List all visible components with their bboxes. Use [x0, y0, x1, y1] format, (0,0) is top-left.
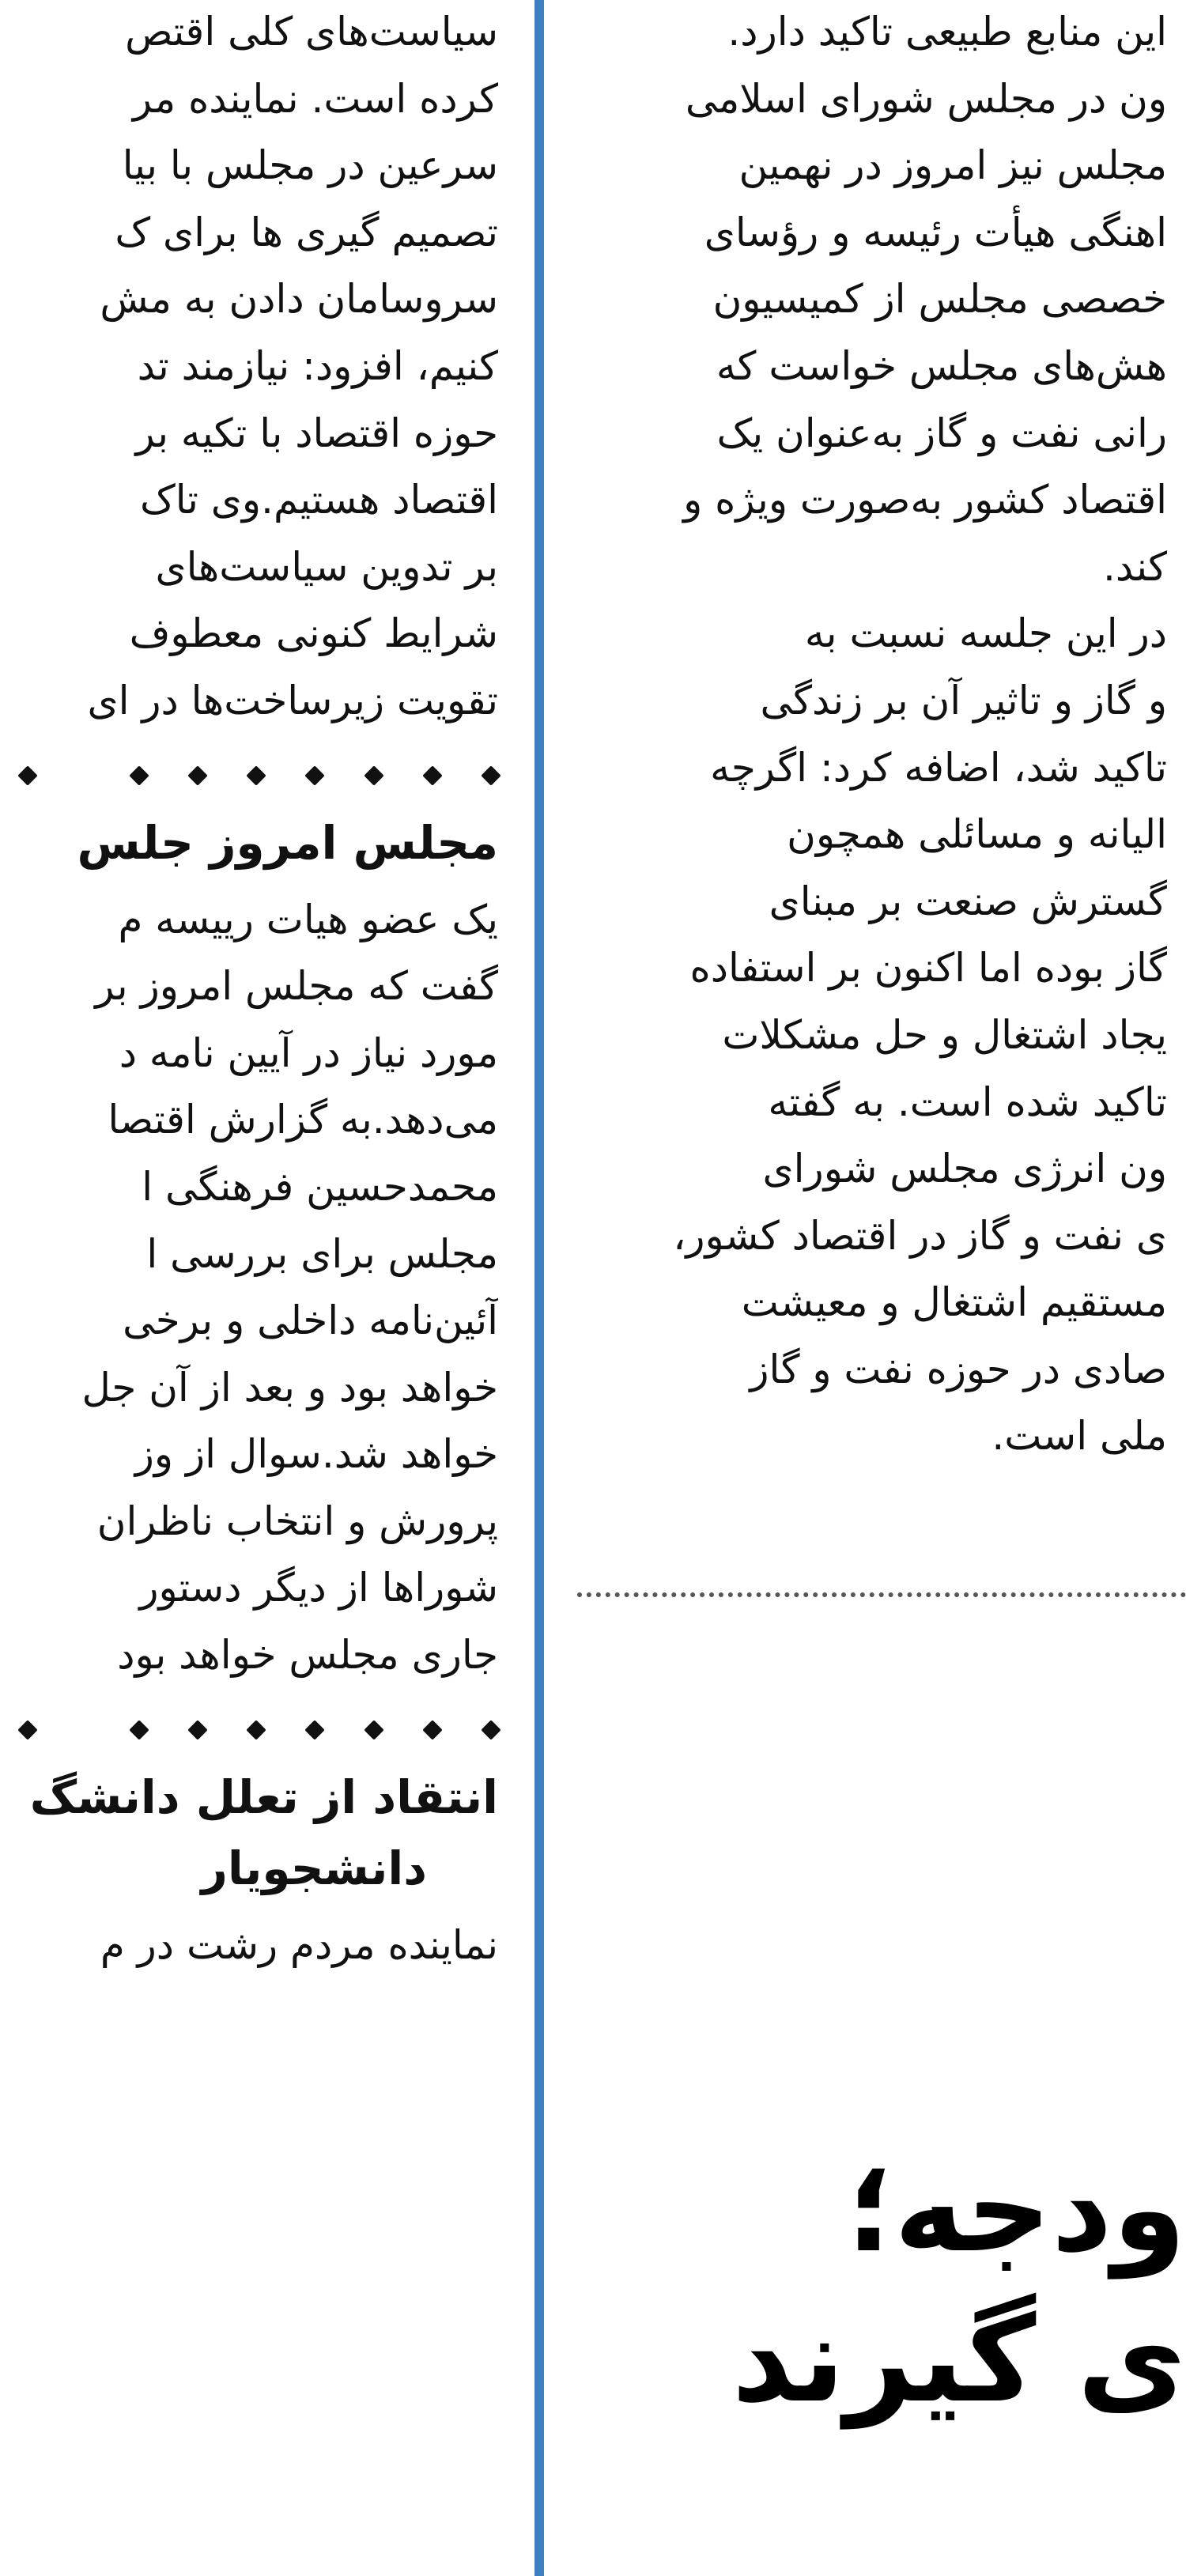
text-line: نماینده مردم رشت در م: [100, 1921, 498, 1968]
text-line: تاکید شده است. به گفته: [768, 1078, 1167, 1125]
text-line: سرعین در مجلس با بیا: [122, 142, 498, 189]
text-line: گسترش صنعت بر مبنای: [769, 878, 1167, 924]
dot-bullet: [481, 1720, 500, 1739]
left-section1-body: [0, 886, 514, 1689]
text-line: مجلس برای بررسی ا: [146, 1230, 498, 1277]
text-line: تقویت زیرساخت‌ها در ای: [87, 677, 498, 723]
right-column: [561, 0, 1186, 1501]
text-line: یک عضو هیات رییسه م: [118, 896, 498, 942]
text-line: شرایط کنونی معطوف: [129, 610, 498, 657]
right-column-body: [561, 0, 1186, 1470]
text-line: اهنگی هیأت رئیسه و رؤسای: [704, 209, 1167, 255]
text-line: حوزه اقتصاد با تکیه بر: [135, 410, 498, 456]
text-line: می‌دهد.به گزارش اقتصا: [108, 1097, 498, 1143]
dot-bullet: [129, 1720, 149, 1739]
text-line: تاکید شد، اضافه کرد: اگرچه: [710, 744, 1167, 791]
text-line: خصصی مجلس از کمیسیون: [712, 276, 1167, 323]
text-line: رانی نفت و گاز به‌عنوان یک: [716, 410, 1167, 456]
text-line: سروسامان دادن به مش: [100, 276, 498, 323]
text-line: ون در مجلس شورای اسلامی: [685, 75, 1167, 122]
text-line: مورد نیاز در آیین نامه د: [119, 1029, 498, 1076]
text-line: بر تدوین سیاست‌های: [155, 543, 498, 590]
dot-bullet: [187, 765, 207, 785]
section-heading: انتقاد از تعلل دانشگ: [29, 1770, 498, 1824]
text-line: سیاست‌های کلی اقتص: [125, 9, 498, 55]
text-line: مستقیم اشتغال و معیشت: [741, 1279, 1167, 1326]
text-line: اقتصاد هستیم.وی تاک: [139, 477, 498, 523]
dot-bullet: [422, 1720, 442, 1739]
text-line: هش‌های مجلس خواست که: [716, 342, 1167, 389]
text-line: این منابع طبیعی تاکید دارد.: [727, 9, 1167, 55]
section-heading-continued: دانشجویار: [201, 1841, 427, 1895]
dot-bullet: [17, 765, 37, 785]
text-line: جاری مجلس خواهد بود: [117, 1632, 498, 1679]
text-line: پرورش و انتخاب ناظران: [96, 1498, 498, 1544]
dot-bullet: [422, 765, 442, 785]
dot-bullet: [364, 1720, 383, 1739]
dot-separator: [0, 1706, 514, 1754]
text-line: اقتصاد کشور به‌صورت ویژه و: [683, 477, 1167, 523]
text-line: گاز بوده اما اکنون بر استفاده: [689, 945, 1167, 991]
section-heading: مجلس امروز جلس: [77, 815, 498, 870]
text-line: گفت که مجلس امروز بر: [95, 963, 498, 1010]
text-line: تصمیم گیری ها برای ک: [115, 209, 498, 255]
text-line: صادی در حوزه نفت و گاز: [750, 1346, 1167, 1392]
text-line: ملی است.: [991, 1413, 1167, 1460]
dot-bullet: [305, 1720, 325, 1739]
dot-bullet: [481, 765, 500, 785]
text-line: شوراها از دیگر دستور: [139, 1565, 498, 1611]
text-line: محمدحسین فرهنگی ا: [142, 1163, 498, 1210]
text-line: کرده است. نماینده مر: [132, 75, 498, 122]
text-line: ی نفت و گاز در اقتصاد کشور،: [673, 1212, 1167, 1259]
dot-bullet: [17, 1720, 37, 1739]
section-divider: [577, 1592, 1186, 1597]
text-line: خواهد بود و بعد از آن جل: [81, 1364, 498, 1411]
text-line: مجلس نیز امروز در نهمین: [738, 142, 1167, 189]
dot-bullet: [246, 1720, 266, 1739]
text-line: خواهد شد.سوال از وز: [134, 1431, 498, 1478]
text-line: یجاد اشتغال و حل مشکلات: [722, 1011, 1167, 1058]
left-section2-body: [0, 1912, 514, 1979]
dot-bullet: [364, 765, 383, 785]
dot-bullet: [305, 765, 325, 785]
dot-bullet: [246, 765, 266, 785]
left-column: [0, 0, 514, 2576]
text-line: آئین‌نامه داخلی و برخی: [123, 1297, 498, 1344]
text-line: و گاز و تاثیر آن بر زندگی: [760, 677, 1167, 723]
text-line: کند.: [1102, 543, 1167, 590]
left-intro-body: [0, 0, 514, 735]
text-line: کنیم، افزود: نیازمند تد: [137, 342, 498, 389]
text-line: در این جلسه نسبت به: [804, 610, 1167, 657]
column-rule: [534, 0, 544, 2576]
dot-bullet: [129, 765, 149, 785]
dot-bullet: [187, 1720, 207, 1739]
text-line: الیانه و مسائلی همچون: [787, 811, 1167, 858]
text-line: ون انرژی مجلس شورای: [762, 1146, 1167, 1192]
headline-line-1: ودجه؛: [846, 2141, 1186, 2279]
headline-line-2: ی گیرند: [731, 2291, 1186, 2429]
dot-separator: [0, 752, 514, 799]
